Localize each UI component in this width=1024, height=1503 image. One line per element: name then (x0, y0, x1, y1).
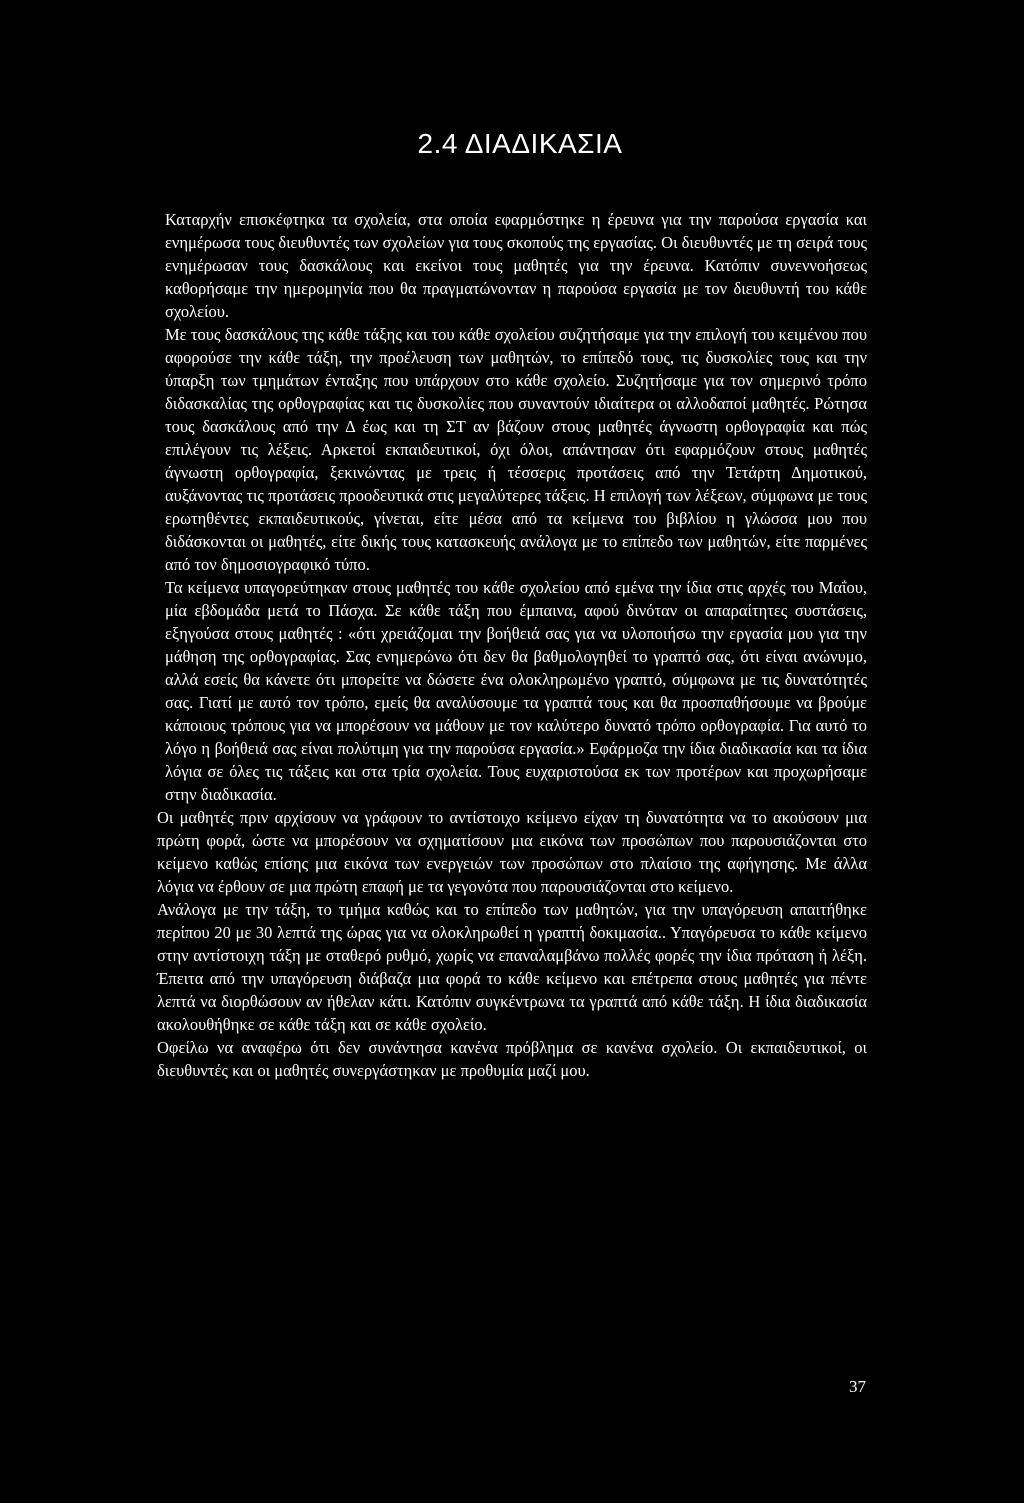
paragraph-2: Με τους δασκάλους της κάθε τάξης και του κάθε σχολείου συζητήσαμε για την επιλογή του κειμένου που αφορούσε την κάθε τάξη, την προέλευση των μαθητών, το επίπεδό τους, τις δυσκολίες τους και την ύπαρξη των τμημάτων ένταξης που υπάρχουν στο κάθε σχολείο. Συζητήσαμε για τον σημερινό τρόπο διδασκαλίας της ορθογραφίας και τις δυσκολίες που συναντούν ιδιαίτερα οι αλλοδαποί μαθητές. Ρώτησα τους δασκάλους από την Δ έως και τη ΣΤ αν βάζουν στους μαθητές άγνωστη ορθογραφία και πώς επιλέγουν τις λέξεις. Αρκετοί εκπαιδευτικοί, όχι όλοι, απάντησαν ότι εφαρμόζουν στους μαθητές άγνωστη ορθογραφία, ξεκινώντας με τρεις ή τέσσερις προτάσεις από την Τετάρτη Δημοτικού, αυξάνοντας τις προτάσεις προοδευτικά στις μεγαλύτερες τάξεις. Η επιλογή των λέξεων, σύμφωνα με τους ερωτηθέντες εκπαιδευτικούς, γίνεται, είτε μέσα από τα κείμενα του βιβλίου η γλώσσα μου που διδάσκονται οι μαθητές, είτε δικής τους κατασκευής ανάλογα με το επίπεδο των μαθητών, είτε παρμένες από τον δημοσιογραφικό τύπο. (165, 325, 867, 574)
paragraph-4: Οι μαθητές πριν αρχίσουν να γράφουν το αντίστοιχο κείμενο είχαν τη δυνατότητα να το ακούσουν μια πρώτη φορά, ώστε να μπορέσουν να σχηματίσουν μια εικόνα των προσώπων που παρουσιάζονται στο κείμενο καθώς επίσης μια εικόνα των ενεργειών των προσώπων στο πλαίσιο της αφήγησης. Με άλλα λόγια να έρθουν σε μια πρώτη επαφή με τα γεγονότα που παρουσιάζονται στο κείμενο. (157, 808, 867, 896)
paragraph-6: Οφείλω να αναφέρω ότι δεν συνάντησα κανένα πρόβλημα σε κανένα σχολείο. Οι εκπαιδευτικοί, οι διευθυντές και οι μαθητές συνεργάστηκαν με προθυμία μαζί μου. (157, 1038, 867, 1080)
page-number: 37 (849, 1377, 866, 1396)
paragraph-5: Ανάλογα με την τάξη, το τμήμα καθώς και το επίπεδο των μαθητών, για την υπαγόρευση απαιτήθηκε περίπου 20 με 30 λεπτά της ώρας για να ολοκληρωθεί η γραπτή δοκιμασία.. Υπαγόρευσα το κάθε κείμενο στην αντίστοιχη τάξη με σταθερό ρυθμό, χωρίς να επαναλαμβάνω πολλές φορές την ίδια πρόταση ή λέξη. Έπειτα από την υπαγόρευση διάβαζα μια φορά το κάθε κείμενο και επέτρεπα στους μαθητές για πέντε λεπτά να διορθώσουν αν ήθελαν κάτι. Κατόπιν συγκέντρωνα τα γραπτά από κάθε τάξη. Η ίδια διαδικασία ακολουθήθηκε σε κάθε τάξη και σε κάθε σχολείο. (157, 900, 867, 1034)
section-heading: 2.4 ΔΙΑΔΙΚΑΣΙΑ (417, 128, 623, 159)
body-text (157, 208, 867, 1082)
paragraph-1: Καταρχήν επισκέφτηκα τα σχολεία, στα οποία εφαρμόστηκε η έρευνα για την παρούσα εργασία και ενημέρωσα τους διευθυντές των σχολείων για τους σκοπούς της εργασίας. Οι διευθυντές με τη σειρά τους ενημέρωσαν τους δασκάλους και εκείνοι τους μαθητές για την έρευνα. Κατόπιν συνεννοήσεως καθορήσαμε την ημερομηνία που θα πραγματώνονταν η παρούσα εργασία με τον διευθυντή του κάθε σχολείου. (165, 210, 867, 321)
paragraph-3: Τα κείμενα υπαγορεύτηκαν στους μαθητές του κάθε σχολείου από εμένα την ίδια στις αρχές του Μαΐου, μία εβδομάδα μετά το Πάσχα. Σε κάθε τάξη που έμπαινα, αφού δινόταν οι απαραίτητες συστάσεις, εξηγούσα στους μαθητές : «ότι χρειάζομαι την βοήθειά σας για να υλοποιήσω την εργασία μου για την μάθηση της ορθογραφίας. Σας ενημερώνω ότι δεν θα βαθμολογηθεί το γραπτό σας, ότι είναι ανώνυμο, αλλά εσείς θα κάνετε ότι μπορείτε να δώσετε ένα ολοκληρωμένο γραπτό, σύμφωνα με τις δυνατότητές σας. Γιατί με αυτό τον τρόπο, εμείς θα αναλύσουμε τα γραπτά τους και θα προσπαθήσουμε να βρούμε κάποιους τρόπους για να μπορέσουν να μάθουν με τον καλύτερο δυνατό τρόπο ορθογραφία. Για αυτό το λόγο η βοήθειά σας είναι πολύτιμη για την παρούσα εργασία.» Εφάρμοζα την ίδια διαδικασία και τα ίδια λόγια σε όλες τις τάξεις και στα τρία σχολεία. Τους ευχαριστούσα εκ των προτέρων και προχωρήσαμε στην διαδικασία. (165, 578, 867, 804)
